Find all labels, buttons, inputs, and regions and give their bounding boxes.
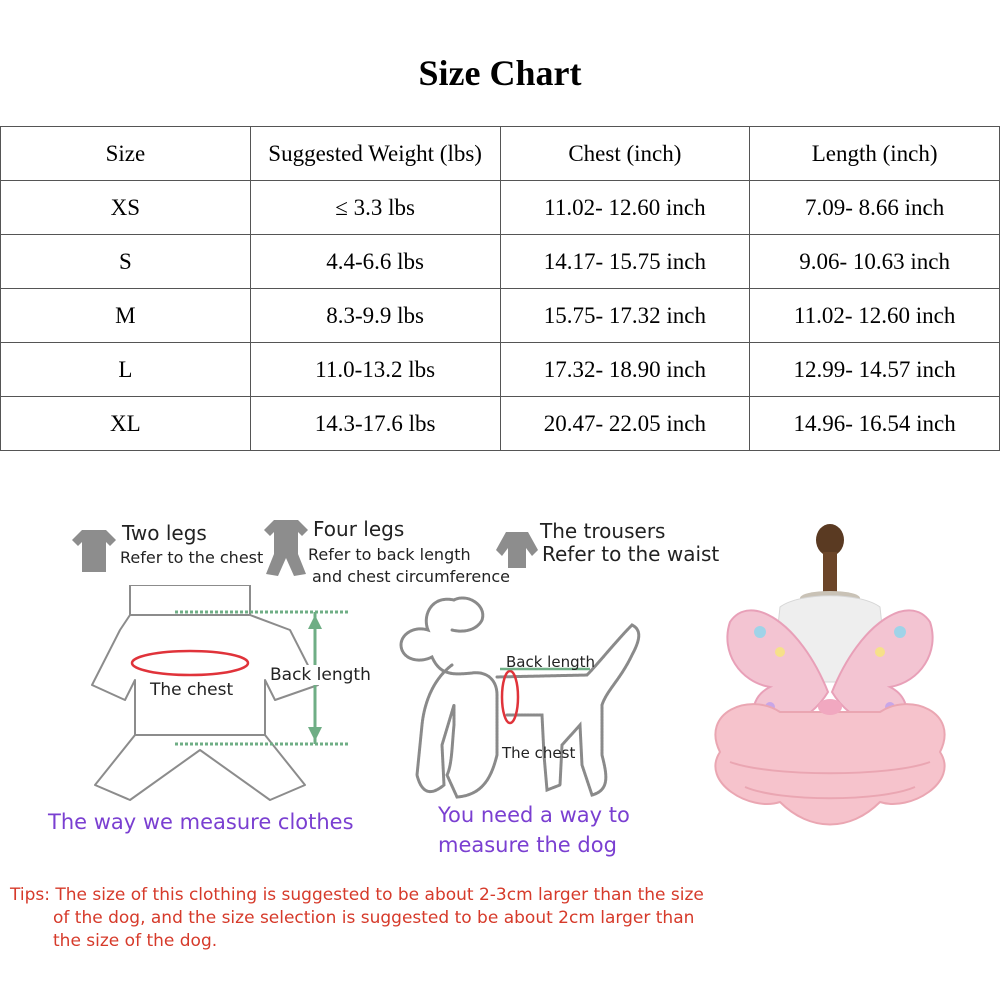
table-row <box>1 181 1000 235</box>
cell-length: 9.06- 10.63 inch <box>750 235 1000 289</box>
cell-size: XL <box>1 397 251 451</box>
cell-chest: 20.47- 22.05 inch <box>500 397 750 451</box>
cell-chest: 17.32- 18.90 inch <box>500 343 750 397</box>
page-title: Size Chart <box>418 53 582 93</box>
dog-caption-line-1: You need a way to <box>438 803 630 827</box>
table-header-row <box>1 127 1000 181</box>
tips-line-2: of the dog, and the size selection is suggested to be about 2cm larger than <box>53 908 695 928</box>
table-row <box>1 289 1000 343</box>
cell-weight: 4.4-6.6 lbs <box>250 235 500 289</box>
dog-caption-line-2: measure the dog <box>438 833 617 857</box>
header-weight: Suggested Weight (lbs) <box>250 127 500 181</box>
two-legs-shirt-icon <box>70 528 118 574</box>
cell-length: 14.96- 16.54 inch <box>750 397 1000 451</box>
cell-size: S <box>1 235 251 289</box>
two-legs-subtitle: Refer to the chest <box>120 548 264 567</box>
cell-chest: 11.02- 12.60 inch <box>500 181 750 235</box>
table-row <box>1 235 1000 289</box>
garment-chest-label: The chest <box>150 680 234 700</box>
garment-back-length-label: Back length <box>270 665 371 685</box>
trousers-icon <box>494 530 540 570</box>
cell-length: 12.99- 14.57 inch <box>750 343 1000 397</box>
table-row <box>1 397 1000 451</box>
header-size: Size <box>1 127 251 181</box>
four-legs-subtitle-2: and chest circumference <box>312 567 510 586</box>
header-length: Length (inch) <box>750 127 1000 181</box>
cell-chest: 14.17- 15.75 inch <box>500 235 750 289</box>
two-legs-title: Two legs <box>122 521 207 545</box>
cell-weight: 11.0-13.2 lbs <box>250 343 500 397</box>
trousers-title: The trousers <box>540 519 666 543</box>
tips-text <box>10 884 730 953</box>
cell-size: XS <box>1 181 251 235</box>
cell-size: L <box>1 343 251 397</box>
cell-size: M <box>1 289 251 343</box>
table-row <box>1 343 1000 397</box>
cell-length: 11.02- 12.60 inch <box>750 289 1000 343</box>
dog-back-length-label: Back length <box>506 653 595 671</box>
header-chest: Chest (inch) <box>500 127 750 181</box>
cell-weight: 14.3-17.6 lbs <box>250 397 500 451</box>
dog-chest-label: The chest <box>502 744 576 762</box>
cell-chest: 15.75- 17.32 inch <box>500 289 750 343</box>
cell-length: 7.09- 8.66 inch <box>750 181 1000 235</box>
garment-diagram <box>90 585 380 805</box>
garment-caption: The way we measure clothes <box>48 810 354 834</box>
tips-line-3: the size of the dog. <box>53 931 218 951</box>
size-table <box>0 126 1000 451</box>
four-legs-title: Four legs <box>313 517 405 541</box>
cell-weight: ≤ 3.3 lbs <box>250 181 500 235</box>
product-dress-photo <box>660 512 1000 842</box>
dog-outline-diagram <box>392 595 652 805</box>
four-legs-suit-icon <box>262 518 310 578</box>
cell-weight: 8.3-9.9 lbs <box>250 289 500 343</box>
tips-line-1: Tips: The size of this clothing is suggested to be about 2-3cm larger than the size <box>10 885 704 905</box>
four-legs-subtitle-1: Refer to back length <box>308 545 471 564</box>
trousers-subtitle: Refer to the waist <box>542 542 720 566</box>
